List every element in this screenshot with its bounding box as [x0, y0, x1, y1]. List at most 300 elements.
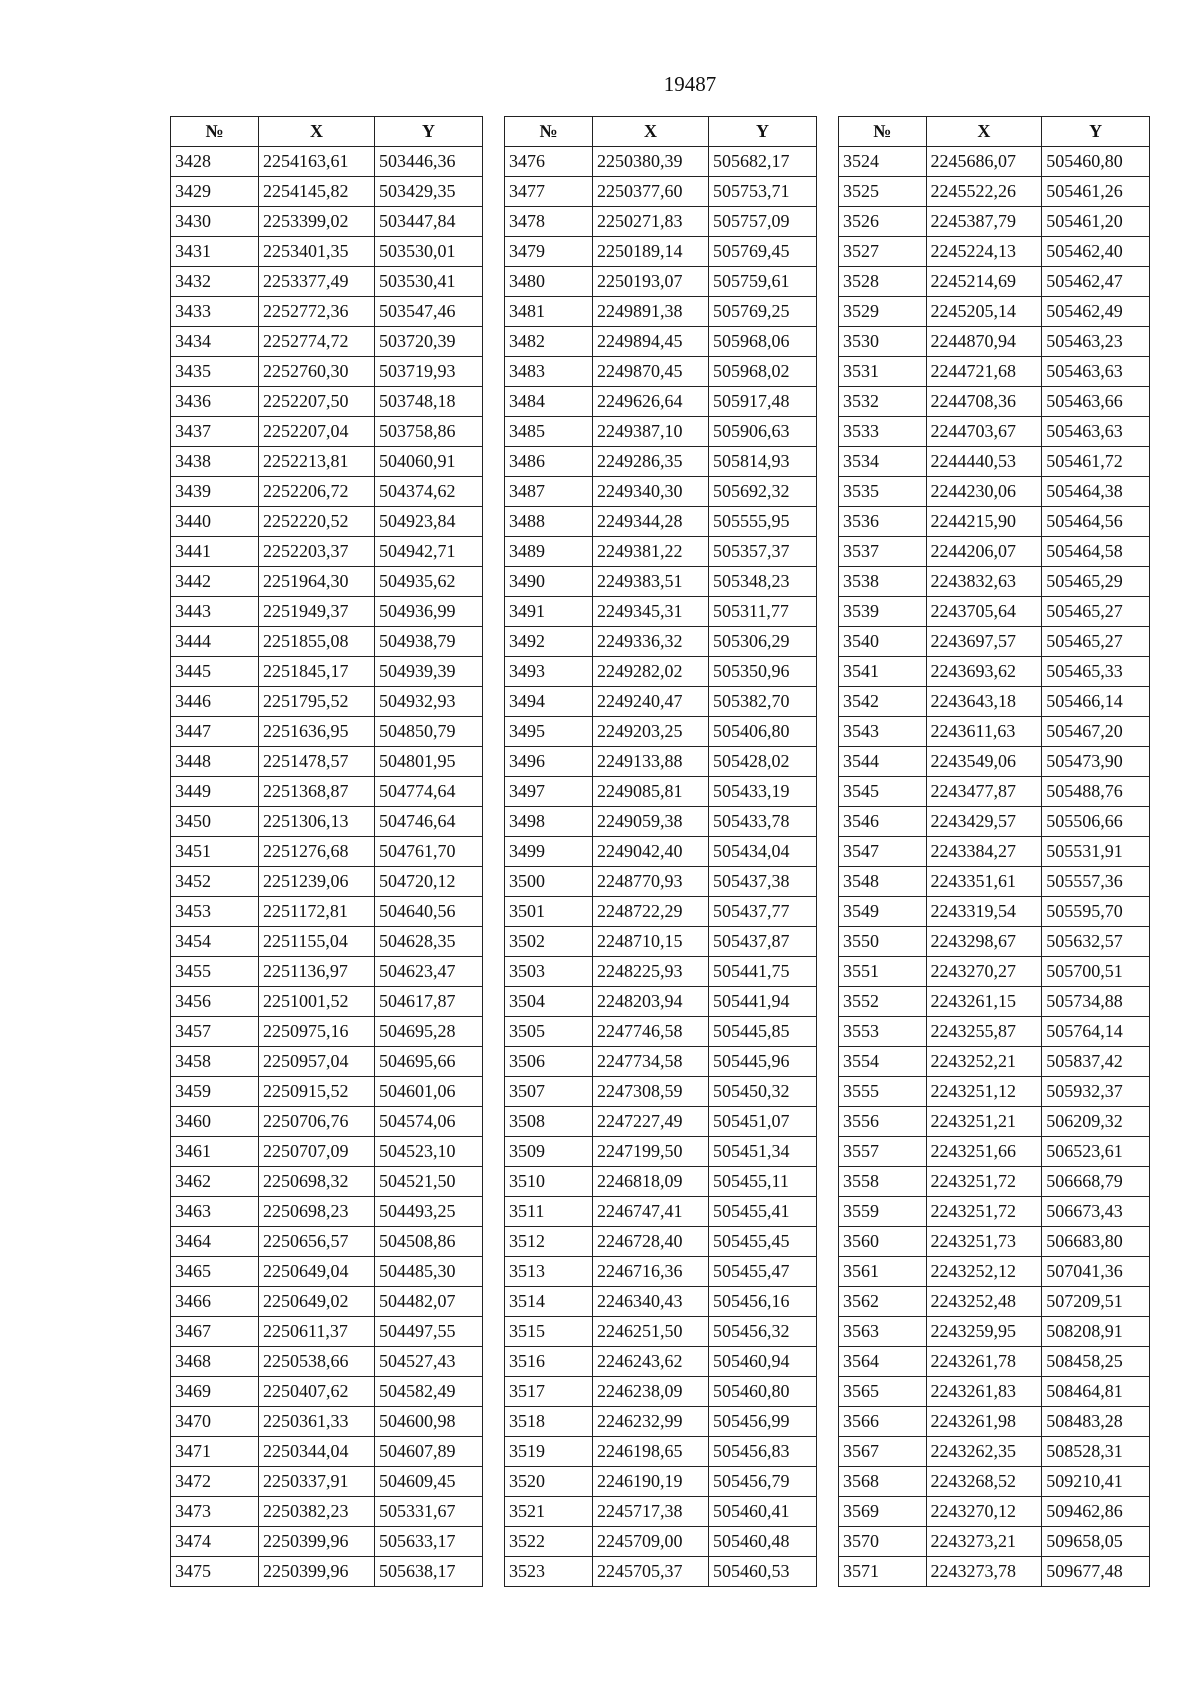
cell-x: 2243832,63	[926, 567, 1042, 597]
table-row	[839, 1167, 1150, 1197]
cell-number: 3526	[839, 207, 927, 237]
cell-x: 2243298,67	[926, 927, 1042, 957]
cell-number: 3547	[839, 837, 927, 867]
table-row	[839, 1257, 1150, 1287]
cell-x: 2243261,83	[926, 1377, 1042, 1407]
table-row	[171, 237, 483, 267]
cell-y: 503530,01	[375, 237, 483, 267]
table-row	[171, 477, 483, 507]
table-row	[839, 1047, 1150, 1077]
cell-x: 2250698,23	[259, 1197, 375, 1227]
cell-y: 505506,66	[1042, 807, 1150, 837]
cell-number: 3458	[171, 1047, 259, 1077]
table-row	[171, 1257, 483, 1287]
cell-y: 505753,71	[709, 177, 817, 207]
cell-y: 505632,57	[1042, 927, 1150, 957]
table-row	[171, 1167, 483, 1197]
cell-y: 507209,51	[1042, 1287, 1150, 1317]
table-row	[839, 357, 1150, 387]
table-row	[839, 657, 1150, 687]
cell-number: 3537	[839, 537, 927, 567]
table-row	[839, 207, 1150, 237]
cell-y: 505456,79	[709, 1467, 817, 1497]
cell-number: 3466	[171, 1287, 259, 1317]
cell-number: 3442	[171, 567, 259, 597]
table-row	[505, 927, 817, 957]
table-row	[171, 957, 483, 987]
cell-number: 3459	[171, 1077, 259, 1107]
cell-number: 3567	[839, 1437, 927, 1467]
cell-number: 3472	[171, 1467, 259, 1497]
cell-number: 3494	[505, 687, 593, 717]
cell-y: 505455,47	[709, 1257, 817, 1287]
cell-x: 2249345,31	[593, 597, 709, 627]
cell-x: 2250399,96	[259, 1557, 375, 1587]
table-row	[839, 867, 1150, 897]
cell-y: 505428,02	[709, 747, 817, 777]
cell-number: 3470	[171, 1407, 259, 1437]
cell-y: 504695,28	[375, 1017, 483, 1047]
table-row	[505, 1467, 817, 1497]
cell-number: 3493	[505, 657, 593, 687]
table-row	[505, 507, 817, 537]
cell-y: 505455,41	[709, 1197, 817, 1227]
header-x: X	[259, 117, 375, 147]
cell-x: 2249626,64	[593, 387, 709, 417]
cell-y: 504607,89	[375, 1437, 483, 1467]
cell-y: 504628,35	[375, 927, 483, 957]
cell-y: 505917,48	[709, 387, 817, 417]
cell-x: 2251636,95	[259, 717, 375, 747]
cell-x: 2243251,72	[926, 1167, 1042, 1197]
table-row	[505, 357, 817, 387]
cell-y: 508458,25	[1042, 1347, 1150, 1377]
cell-x: 2249383,51	[593, 567, 709, 597]
cell-y: 505488,76	[1042, 777, 1150, 807]
cell-number: 3488	[505, 507, 593, 537]
cell-x: 2249387,10	[593, 417, 709, 447]
cell-x: 2249203,25	[593, 717, 709, 747]
table-row	[505, 327, 817, 357]
cell-y: 505764,14	[1042, 1017, 1150, 1047]
cell-x: 2247308,59	[593, 1077, 709, 1107]
table-row	[505, 447, 817, 477]
table-row	[839, 477, 1150, 507]
coordinate-table-2	[504, 116, 817, 1587]
cell-number: 3544	[839, 747, 927, 777]
table-row	[171, 1407, 483, 1437]
table-row	[171, 537, 483, 567]
cell-x: 2250611,37	[259, 1317, 375, 1347]
cell-number: 3510	[505, 1167, 593, 1197]
table-row	[839, 1497, 1150, 1527]
table-row	[839, 777, 1150, 807]
cell-x: 2251239,06	[259, 867, 375, 897]
cell-number: 3430	[171, 207, 259, 237]
header-row	[839, 117, 1150, 147]
cell-y: 505932,37	[1042, 1077, 1150, 1107]
cell-number: 3523	[505, 1557, 593, 1587]
table-row	[171, 837, 483, 867]
cell-number: 3465	[171, 1257, 259, 1287]
cell-x: 2250957,04	[259, 1047, 375, 1077]
cell-number: 3477	[505, 177, 593, 207]
table-row	[505, 477, 817, 507]
table-row	[839, 747, 1150, 777]
cell-x: 2243261,78	[926, 1347, 1042, 1377]
cell-y: 504527,43	[375, 1347, 483, 1377]
cell-x: 2249085,81	[593, 777, 709, 807]
table-row	[171, 897, 483, 927]
cell-y: 505456,83	[709, 1437, 817, 1467]
table-body	[171, 147, 483, 1587]
cell-y: 505464,38	[1042, 477, 1150, 507]
cell-y: 504609,45	[375, 1467, 483, 1497]
cell-x: 2250915,52	[259, 1077, 375, 1107]
cell-x: 2250382,23	[259, 1497, 375, 1527]
cell-y: 504600,98	[375, 1407, 483, 1437]
cell-x: 2250649,02	[259, 1287, 375, 1317]
cell-y: 506673,43	[1042, 1197, 1150, 1227]
cell-y: 505455,11	[709, 1167, 817, 1197]
coordinate-table-3	[838, 116, 1150, 1587]
table-row	[839, 417, 1150, 447]
cell-number: 3469	[171, 1377, 259, 1407]
cell-y: 504617,87	[375, 987, 483, 1017]
table-row	[839, 957, 1150, 987]
table-row	[505, 1107, 817, 1137]
cell-number: 3568	[839, 1467, 927, 1497]
cell-x: 2243252,48	[926, 1287, 1042, 1317]
cell-y: 505350,96	[709, 657, 817, 687]
cell-y: 504935,62	[375, 567, 483, 597]
cell-x: 2254163,61	[259, 147, 375, 177]
cell-x: 2244870,94	[926, 327, 1042, 357]
table-row	[839, 1077, 1150, 1107]
cell-y: 505437,77	[709, 897, 817, 927]
cell-number: 3511	[505, 1197, 593, 1227]
cell-x: 2246747,41	[593, 1197, 709, 1227]
table-row	[839, 687, 1150, 717]
cell-x: 2251855,08	[259, 627, 375, 657]
cell-number: 3566	[839, 1407, 927, 1437]
cell-x: 2246232,99	[593, 1407, 709, 1437]
cell-y: 504508,86	[375, 1227, 483, 1257]
cell-y: 506683,80	[1042, 1227, 1150, 1257]
cell-x: 2246728,40	[593, 1227, 709, 1257]
cell-x: 2253401,35	[259, 237, 375, 267]
cell-y: 508464,81	[1042, 1377, 1150, 1407]
table-row	[505, 747, 817, 777]
cell-number: 3451	[171, 837, 259, 867]
cell-x: 2252203,37	[259, 537, 375, 567]
table-row	[839, 1137, 1150, 1167]
table-row	[171, 717, 483, 747]
cell-y: 505467,20	[1042, 717, 1150, 747]
cell-number: 3539	[839, 597, 927, 627]
cell-number: 3517	[505, 1377, 593, 1407]
cell-y: 505434,04	[709, 837, 817, 867]
table-row	[505, 207, 817, 237]
cell-x: 2243319,54	[926, 897, 1042, 927]
cell-number: 3569	[839, 1497, 927, 1527]
table-row	[839, 1017, 1150, 1047]
cell-y: 505445,85	[709, 1017, 817, 1047]
table-row	[171, 327, 483, 357]
cell-y: 505455,45	[709, 1227, 817, 1257]
cell-number: 3540	[839, 627, 927, 657]
cell-number: 3461	[171, 1137, 259, 1167]
table-row	[505, 867, 817, 897]
cell-y: 507041,36	[1042, 1257, 1150, 1287]
cell-x: 2246340,43	[593, 1287, 709, 1317]
cell-x: 2245387,79	[926, 207, 1042, 237]
table-row	[171, 687, 483, 717]
cell-y: 504521,50	[375, 1167, 483, 1197]
cell-y: 504936,99	[375, 597, 483, 627]
cell-number: 3440	[171, 507, 259, 537]
cell-x: 2248203,94	[593, 987, 709, 1017]
cell-number: 3447	[171, 717, 259, 747]
cell-y: 505531,91	[1042, 837, 1150, 867]
table-row	[839, 507, 1150, 537]
cell-number: 3471	[171, 1437, 259, 1467]
cell-y: 505555,95	[709, 507, 817, 537]
cell-x: 2244703,67	[926, 417, 1042, 447]
table-row	[505, 1317, 817, 1347]
table-row	[839, 807, 1150, 837]
cell-number: 3506	[505, 1047, 593, 1077]
cell-x: 2244206,07	[926, 537, 1042, 567]
cell-y: 505461,26	[1042, 177, 1150, 207]
cell-x: 2250399,96	[259, 1527, 375, 1557]
table-row	[171, 1347, 483, 1377]
table-row	[505, 657, 817, 687]
cell-y: 506523,61	[1042, 1137, 1150, 1167]
cell-y: 503447,84	[375, 207, 483, 237]
cell-x: 2249381,22	[593, 537, 709, 567]
cell-y: 505906,63	[709, 417, 817, 447]
cell-number: 3481	[505, 297, 593, 327]
cell-x: 2251964,30	[259, 567, 375, 597]
cell-number: 3532	[839, 387, 927, 417]
table-row	[505, 1497, 817, 1527]
cell-number: 3519	[505, 1437, 593, 1467]
cell-y: 505348,23	[709, 567, 817, 597]
cell-x: 2243351,61	[926, 867, 1042, 897]
cell-y: 504720,12	[375, 867, 483, 897]
cell-number: 3483	[505, 357, 593, 387]
cell-number: 3554	[839, 1047, 927, 1077]
cell-number: 3433	[171, 297, 259, 327]
cell-number: 3552	[839, 987, 927, 1017]
cell-x: 2244721,68	[926, 357, 1042, 387]
cell-y: 505461,20	[1042, 207, 1150, 237]
cell-y: 505462,40	[1042, 237, 1150, 267]
cell-number: 3498	[505, 807, 593, 837]
table-row	[505, 627, 817, 657]
cell-x: 2247734,58	[593, 1047, 709, 1077]
cell-x: 2251172,81	[259, 897, 375, 927]
cell-y: 505769,25	[709, 297, 817, 327]
cell-number: 3485	[505, 417, 593, 447]
cell-x: 2247199,50	[593, 1137, 709, 1167]
cell-y: 506209,32	[1042, 1107, 1150, 1137]
cell-x: 2250407,62	[259, 1377, 375, 1407]
cell-x: 2246238,09	[593, 1377, 709, 1407]
table-row	[505, 1557, 817, 1587]
cell-number: 3431	[171, 237, 259, 267]
cell-x: 2245224,13	[926, 237, 1042, 267]
cell-x: 2249336,32	[593, 627, 709, 657]
cell-y: 505462,47	[1042, 267, 1150, 297]
cell-x: 2243273,21	[926, 1527, 1042, 1557]
cell-y: 504374,62	[375, 477, 483, 507]
cell-y: 508208,91	[1042, 1317, 1150, 1347]
cell-number: 3559	[839, 1197, 927, 1227]
cell-number: 3482	[505, 327, 593, 357]
cell-number: 3487	[505, 477, 593, 507]
cell-x: 2251155,04	[259, 927, 375, 957]
cell-x: 2252760,30	[259, 357, 375, 387]
cell-number: 3535	[839, 477, 927, 507]
cell-number: 3549	[839, 897, 927, 927]
table-row	[171, 417, 483, 447]
table-row	[505, 957, 817, 987]
cell-number: 3529	[839, 297, 927, 327]
cell-y: 503530,41	[375, 267, 483, 297]
table-row	[839, 297, 1150, 327]
cell-y: 504574,06	[375, 1107, 483, 1137]
cell-number: 3528	[839, 267, 927, 297]
table-row	[171, 1107, 483, 1137]
cell-x: 2251276,68	[259, 837, 375, 867]
table-row	[839, 567, 1150, 597]
table-row	[839, 837, 1150, 867]
cell-number: 3478	[505, 207, 593, 237]
cell-number: 3452	[171, 867, 259, 897]
cell-x: 2246198,65	[593, 1437, 709, 1467]
table-row	[505, 1197, 817, 1227]
cell-number: 3565	[839, 1377, 927, 1407]
cell-y: 505465,27	[1042, 597, 1150, 627]
cell-y: 505357,37	[709, 537, 817, 567]
table-row	[839, 1557, 1150, 1587]
cell-x: 2249042,40	[593, 837, 709, 867]
table-row	[505, 1437, 817, 1467]
table-row	[171, 297, 483, 327]
cell-number: 3555	[839, 1077, 927, 1107]
cell-y: 504523,10	[375, 1137, 483, 1167]
cell-x: 2245709,00	[593, 1527, 709, 1557]
cell-y: 505638,17	[375, 1557, 483, 1587]
table-row	[839, 1227, 1150, 1257]
cell-x: 2243693,62	[926, 657, 1042, 687]
cell-number: 3450	[171, 807, 259, 837]
cell-y: 505311,77	[709, 597, 817, 627]
cell-number: 3522	[505, 1527, 593, 1557]
cell-x: 2243384,27	[926, 837, 1042, 867]
cell-x: 2250656,57	[259, 1227, 375, 1257]
cell-y: 505450,32	[709, 1077, 817, 1107]
table-row	[505, 147, 817, 177]
cell-number: 3562	[839, 1287, 927, 1317]
cell-number: 3467	[171, 1317, 259, 1347]
cell-y: 508483,28	[1042, 1407, 1150, 1437]
cell-number: 3496	[505, 747, 593, 777]
table-row	[171, 627, 483, 657]
cell-y: 504942,71	[375, 537, 483, 567]
cell-x: 2243549,06	[926, 747, 1042, 777]
cell-number: 3491	[505, 597, 593, 627]
cell-number: 3484	[505, 387, 593, 417]
table-row	[171, 1137, 483, 1167]
cell-number: 3553	[839, 1017, 927, 1047]
cell-y: 505814,93	[709, 447, 817, 477]
cell-number: 3500	[505, 867, 593, 897]
cell-y: 504801,95	[375, 747, 483, 777]
table-row	[171, 747, 483, 777]
cell-number: 3524	[839, 147, 927, 177]
cell-number: 3495	[505, 717, 593, 747]
cell-y: 505700,51	[1042, 957, 1150, 987]
cell-x: 2252207,04	[259, 417, 375, 447]
cell-number: 3475	[171, 1557, 259, 1587]
cell-number: 3435	[171, 357, 259, 387]
table-row	[171, 267, 483, 297]
table-row	[505, 1227, 817, 1257]
cell-y: 505463,63	[1042, 357, 1150, 387]
table-row	[171, 1317, 483, 1347]
cell-x: 2250271,83	[593, 207, 709, 237]
cell-number: 3429	[171, 177, 259, 207]
cell-x: 2245522,26	[926, 177, 1042, 207]
cell-y: 503758,86	[375, 417, 483, 447]
table-row	[505, 897, 817, 927]
header-x: X	[926, 117, 1042, 147]
cell-y: 504746,64	[375, 807, 483, 837]
cell-number: 3489	[505, 537, 593, 567]
cell-x: 2250707,09	[259, 1137, 375, 1167]
cell-x: 2248770,93	[593, 867, 709, 897]
cell-number: 3439	[171, 477, 259, 507]
cell-y: 505406,80	[709, 717, 817, 747]
cell-x: 2247746,58	[593, 1017, 709, 1047]
cell-x: 2251136,97	[259, 957, 375, 987]
header-number: №	[171, 117, 259, 147]
cell-number: 3480	[505, 267, 593, 297]
cell-number: 3543	[839, 717, 927, 747]
cell-y: 505465,29	[1042, 567, 1150, 597]
table-row	[505, 717, 817, 747]
cell-y: 505463,66	[1042, 387, 1150, 417]
table-row	[505, 837, 817, 867]
header-y: Y	[1042, 117, 1150, 147]
cell-x: 2251845,17	[259, 657, 375, 687]
cell-y: 505456,32	[709, 1317, 817, 1347]
cell-number: 3502	[505, 927, 593, 957]
cell-y: 505437,38	[709, 867, 817, 897]
cell-number: 3516	[505, 1347, 593, 1377]
cell-y: 504485,30	[375, 1257, 483, 1287]
cell-number: 3518	[505, 1407, 593, 1437]
table-body	[839, 147, 1150, 1587]
table-row	[839, 147, 1150, 177]
cell-y: 505837,42	[1042, 1047, 1150, 1077]
cell-y: 504582,49	[375, 1377, 483, 1407]
table-row	[839, 1407, 1150, 1437]
cell-x: 2243251,21	[926, 1107, 1042, 1137]
